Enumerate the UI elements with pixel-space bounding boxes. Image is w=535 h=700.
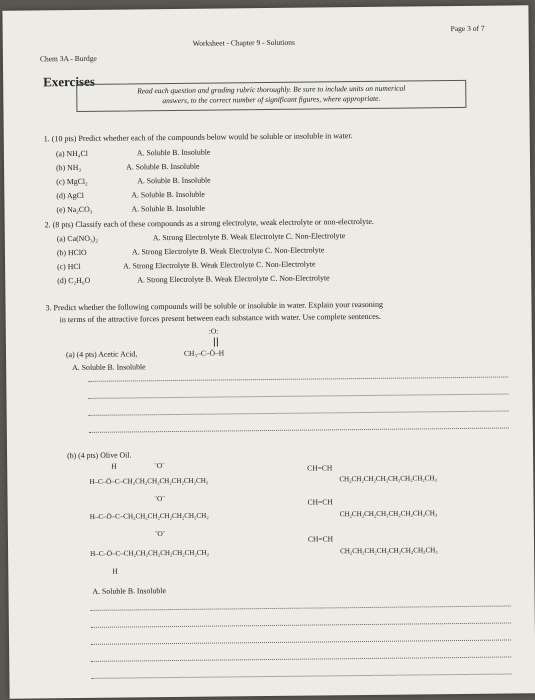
answer-line xyxy=(91,673,511,678)
q3b-label: (b) (4 pts) Olive Oil. xyxy=(67,450,132,461)
olive-oil-carbonyl-1: ¨O¨ xyxy=(154,461,165,471)
q1-item-a-options: A. Soluble B. Insoluble xyxy=(136,147,211,158)
section-title: Exercises xyxy=(43,73,95,90)
olive-oil-tail-1: CH₂CH₂CH₂CH₂CH₂CH₂CH₂CH₃ xyxy=(339,474,437,484)
olive-oil-backbone-1: H–C–Ö–C–CH₂CH₂CH₂CH₂CH₂CH₂CH₂ xyxy=(89,476,209,486)
olive-oil-bottom-hydrogen: H xyxy=(112,566,118,576)
instructions-line-2: answers, to the correct number of significant figures, where appropriate. xyxy=(162,93,381,106)
q3-prompt-line-2: in terms of the attractive forces present between each substance with water. Use complete sentences. xyxy=(59,311,381,325)
worksheet-title: Worksheet - Chapter 9 - Solutions xyxy=(192,37,295,48)
q3a-label: (a) (4 pts) Acetic Acid, xyxy=(65,349,138,360)
q1-item-a-label: (a) NH₄Cl xyxy=(55,148,88,159)
answer-line xyxy=(91,605,511,610)
q1-item-d-options: A. Soluble B. Insoluble xyxy=(131,189,205,200)
answer-line xyxy=(88,376,508,381)
answer-line xyxy=(89,410,509,415)
acetic-acid-double-bond xyxy=(214,338,218,347)
q1-item-c-label: (c) MgCl₂ xyxy=(56,176,88,187)
olive-oil-alkene-1: CH=CH xyxy=(307,463,333,473)
olive-oil-top-hydrogen: H xyxy=(111,461,117,471)
q2-item-a-label: (a) Ca(NO₃)₂ xyxy=(56,233,99,244)
q1-item-e-label: (e) Na₂CO₃ xyxy=(56,204,93,215)
q2-item-d-label: (d) C₂H₆O xyxy=(57,275,91,286)
answer-line xyxy=(91,656,511,661)
answer-line xyxy=(91,622,511,627)
olive-oil-backbone-2: H–C–Ö–C–CH₂CH₂CH₂CH₂CH₂CH₂CH₂ xyxy=(89,511,209,521)
q2-prompt: 2. (8 pts) Classify each of these compounds as a strong electrolyte, weak electrolyte or non-electrolyte. xyxy=(44,216,374,230)
q2-item-b-options: A. Strong Electrolyte B. Weak Electrolyte C. Non-Electrolyte xyxy=(131,245,325,257)
acetic-acid-carbonyl-oxygen: :O: xyxy=(208,326,219,336)
q1-item-c-options: A. Soluble B. Insoluble xyxy=(137,175,211,186)
page-number: Page 3 of 7 xyxy=(450,23,485,34)
q3-prompt-line-1: 3. Predict whether the following compounds will be soluble or insoluble in water. Explain your reasoning xyxy=(45,299,384,313)
answer-line xyxy=(88,393,508,398)
q2-item-c-options: A. Strong Electrolyte B. Weak Electrolyte C. Non-Electrolyte xyxy=(123,259,316,271)
q2-item-d-options: A. Strong Electrolyte B. Weak Electrolyte C. Non-Electrolyte xyxy=(137,273,330,285)
answer-line xyxy=(89,427,509,432)
olive-oil-alkene-2: CH=CH xyxy=(307,497,333,507)
olive-oil-alkene-3: CH=CH xyxy=(307,534,334,544)
q3b-options: A. Soluble B. Insoluble xyxy=(92,586,166,596)
olive-oil-carbonyl-2: ¨O¨ xyxy=(154,494,165,504)
q1-item-b-label: (b) NH₃ xyxy=(56,162,82,173)
olive-oil-tail-3: CH₂CH₂CH₂CH₂CH₂CH₂CH₂CH₃ xyxy=(340,546,438,556)
olive-oil-carbonyl-3: ¨O¨ xyxy=(154,529,166,539)
olive-oil-backbone-3: H–C–Ö–C–CH₂CH₂CH₂CH₂CH₂CH₂CH₂ xyxy=(90,548,210,558)
acetic-acid-formula: CH₃–C–Ö–H xyxy=(183,348,225,358)
worksheet-page xyxy=(2,5,535,698)
q2-item-b-label: (b) HClO xyxy=(56,247,87,258)
q2-item-a-options: A. Strong Electrolyte B. Weak Electrolyte C. Non-Electrolyte xyxy=(152,231,346,243)
q1-prompt: 1. (10 pts) Predict whether each of the compounds below would be soluble or insoluble in water. xyxy=(43,131,353,144)
olive-oil-tail-2: CH₂CH₂CH₂CH₂CH₂CH₂CH₂CH₃ xyxy=(339,509,438,519)
course-label: Chem 3A - Burdge xyxy=(39,53,97,64)
answer-line xyxy=(91,639,511,644)
q1-item-e-options: A. Soluble B. Insoluble xyxy=(131,203,205,214)
instructions-line-1: Read each question and grading rubric thoroughly. Be sure to include units on numerical xyxy=(137,83,406,96)
q2-item-c-label: (c) HCl xyxy=(57,261,81,272)
instructions-box xyxy=(76,80,466,112)
q1-item-b-options: A. Soluble B. Insoluble xyxy=(126,161,200,172)
q3a-options: A. Soluble B. Insoluble xyxy=(72,362,146,373)
q1-item-d-label: (d) AgCl xyxy=(56,190,84,201)
